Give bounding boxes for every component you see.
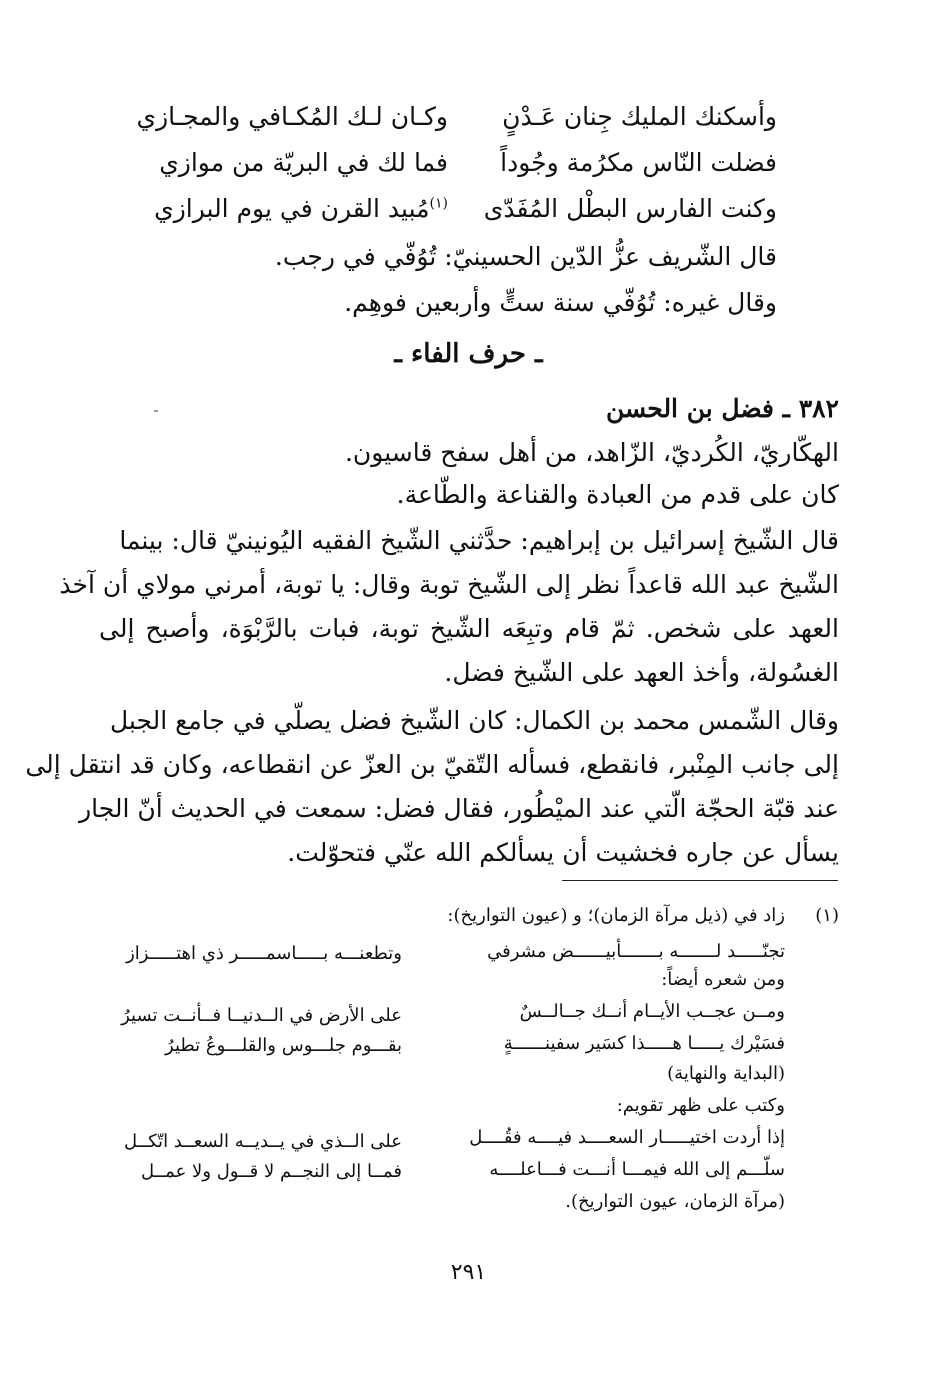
paragraph-1-line-1: قال الشّيخ إسرائيل بن إبراهيم: حدَّثني الشّيخ الفقيه اليُونينيّ قال: بينما — [119, 526, 839, 555]
footnote-ref: (١) — [429, 195, 448, 212]
paragraph-1-line-2: الشّيخ عبد الله قاعداً نظر إلى الشّيخ توبة وقال: يا توبة، أمرني مولاي أن آخذ — [59, 570, 839, 599]
footnote-verse-3a-left: على الــذي في يــديــه السعــد اتّكــل — [123, 1131, 402, 1152]
footnote-verse-2b-right: فسَيْرك يـــــا هـــــذا كسَير سفينــــــةٍ — [503, 1033, 785, 1054]
entry-line-1: الهكّاريّ، الكُرديّ، الزّاهد، من أهل سفح قاسيون. — [344, 438, 839, 467]
paragraph-2-line-1: وقال الشّمس محمد بن الكمال: كان الشّيخ فضل يصلّي في جامع الجبل — [109, 706, 839, 735]
footnote-verse-1-right: تجنّـــــد لـــــــه بـــــــأبيــــــض مشرفي — [487, 941, 785, 962]
entry-title: ٣٨٢ ـ فضل بن الحسن — [605, 394, 839, 423]
footnote-verse-1-left: وتطعنـــه بـــــاسمـــــر ذي اهتـــــزاز — [126, 943, 402, 964]
ink-speck — [154, 410, 158, 412]
footnote-intro-2: ومن شعره أيضاً: — [661, 969, 785, 990]
footnote-verse-3b-left: فمــا إلى النجــم لا قــول ولا عمــل — [141, 1161, 402, 1182]
narration-line-2: وقال غيره: تُوُفّي سنة ستٍّ وأربعين فوهِم. — [344, 288, 777, 317]
section-heading: ـ حرف الفاء ـ — [394, 339, 543, 369]
verse-3-right: وكنت الفارس البطْل المُفَدّى — [483, 194, 777, 223]
footnote-verse-2a-right: ومــن عجــب الأيــام أنــك جــالــسٌ — [519, 1001, 785, 1022]
footnote-verse-3a-right: إذا أردت اختيـــــار السعــــد فيــــه فقُــــل — [469, 1127, 785, 1148]
narration-line-1: قال الشّريف عزُّ الدّين الحسينيّ: تُوُفّي في رجب. — [274, 242, 777, 271]
paragraph-2-line-4: يسأل عن جاره فخشيت أن يسألكم الله عنّي فتحوّلت. — [287, 838, 839, 867]
verse-1-right: وأسكنك المليك جِنان عَـدْنٍ — [502, 102, 777, 131]
footnote-verse-2b-left: بقـــوم جلـــوس والقلـــوعُ تطيرُ — [165, 1035, 402, 1056]
footnote-intro: زاد في (ذيل مرآة الزمان)؛ و (عيون التواريخ): — [447, 905, 785, 926]
footnote-intro-3: وكتب على ظهر تقويم: — [616, 1095, 785, 1116]
paragraph-1-line-3: العهد على شخص. ثمّ قام وتبِعَه الشّيخ توبة، فبات بالرَّبْوَة، وأصبح إلى — [99, 614, 839, 643]
verse-1-left: وكـان لـك المُكـافي والمجـازي — [136, 102, 448, 131]
verse-2-right: فضلت النّاس مكرُمة وجُوداً — [500, 148, 777, 177]
footnote-source-1: (البداية والنهاية) — [667, 1063, 785, 1084]
paragraph-2-line-3: عند قبّة الحجّة الّتي عند الميْطُور، فقال فضل: سمعت في الحديث أنّ الجار — [79, 794, 839, 823]
paragraph-2-line-2: إلى جانب المِنْبر، فانقطع، فسأله التّقيّ بن العزّ عن انقطاعه، وكان قد انتقل إلى — [25, 750, 839, 779]
footnote-verse-2a-left: على الأرض في الــدنيــا فــأنــت تسيرُ — [121, 1005, 402, 1026]
entry-line-2: كان على قدم من العبادة والقناعة والطّاعة. — [396, 480, 839, 509]
footnote-separator — [562, 880, 838, 881]
footnote-source-2: (مرآة الزمان، عيون التواريخ). — [565, 1191, 785, 1212]
page-number: ٢٩١ — [450, 1260, 487, 1285]
footnote-verse-3b-right: سلّـــم إلى الله فيمـــا أنـــت فـــاعلــــه — [489, 1159, 785, 1180]
verse-3-left: $^{(١)}$مُبيد القرن في يوم البرازي — [154, 194, 448, 223]
verse-2-left: فما لك في البريّة من موازي — [159, 148, 448, 177]
paragraph-1-line-4: الغسُولة، وأخذ العهد على الشّيخ فضل. — [444, 658, 839, 687]
footnote-number: (١) — [815, 905, 839, 926]
